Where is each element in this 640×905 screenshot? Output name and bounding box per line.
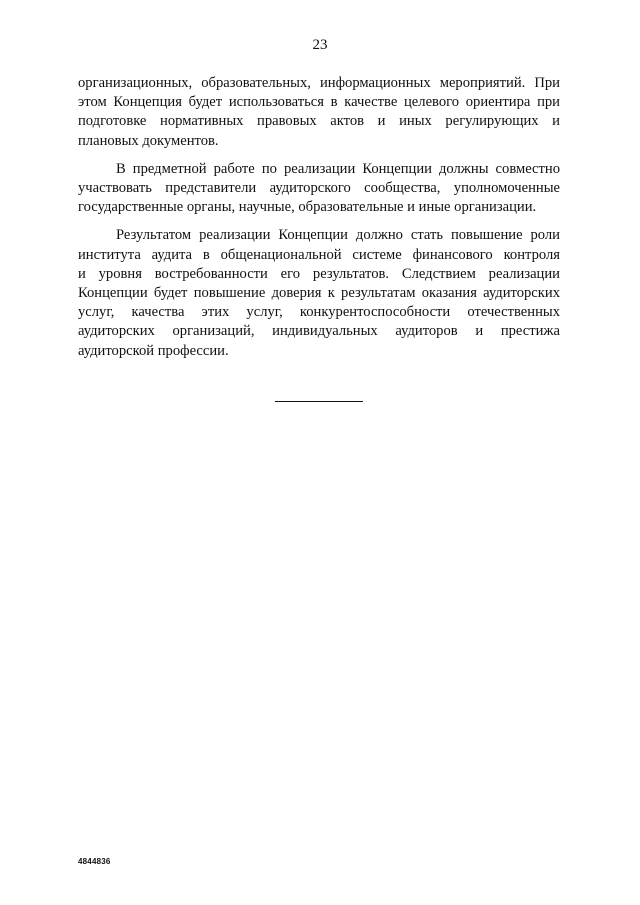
document-body [78,74,560,370]
paragraph-3 [78,226,560,360]
end-of-document-rule [275,401,363,402]
paragraph-2 [78,160,560,218]
text-line: Концепции будет повышение доверия к результатам оказания аудиторских [78,285,560,302]
text-line: участвовать представители аудиторского сообщества, уполномоченные [78,180,560,197]
text-line: и уровня востребованности его результатов. Следствием реализации [78,265,560,282]
text-line: аудиторских организаций, индивидуальных аудиторов и престижа [78,323,560,340]
page-number: 23 [312,37,328,53]
text-line: плановых документов. [78,132,219,149]
text-line: подготовке нормативных правовых актов и иных регулирующих и [78,113,560,130]
text-line: аудиторской профессии. [78,342,229,359]
text-line: В предметной работе по реализации Концепции должны совместно [116,160,560,177]
text-line: государственные органы, научные, образовательные и иные организации. [78,199,537,216]
text-line: этом Концепция будет использоваться в качестве целевого ориентира при [78,94,560,111]
text-line: Результатом реализации Концепции должно стать повышение роли [116,227,560,244]
document-code: 4844836 [78,857,111,866]
text-line: организационных, образовательных, информационных мероприятий. При [78,75,560,91]
text-line: института аудита в общенациональной системе финансового контроля [78,246,560,263]
text-line: услуг, качества этих услуг, конкурентоспособности отечественных [78,304,560,321]
paragraph-1 [78,74,560,151]
